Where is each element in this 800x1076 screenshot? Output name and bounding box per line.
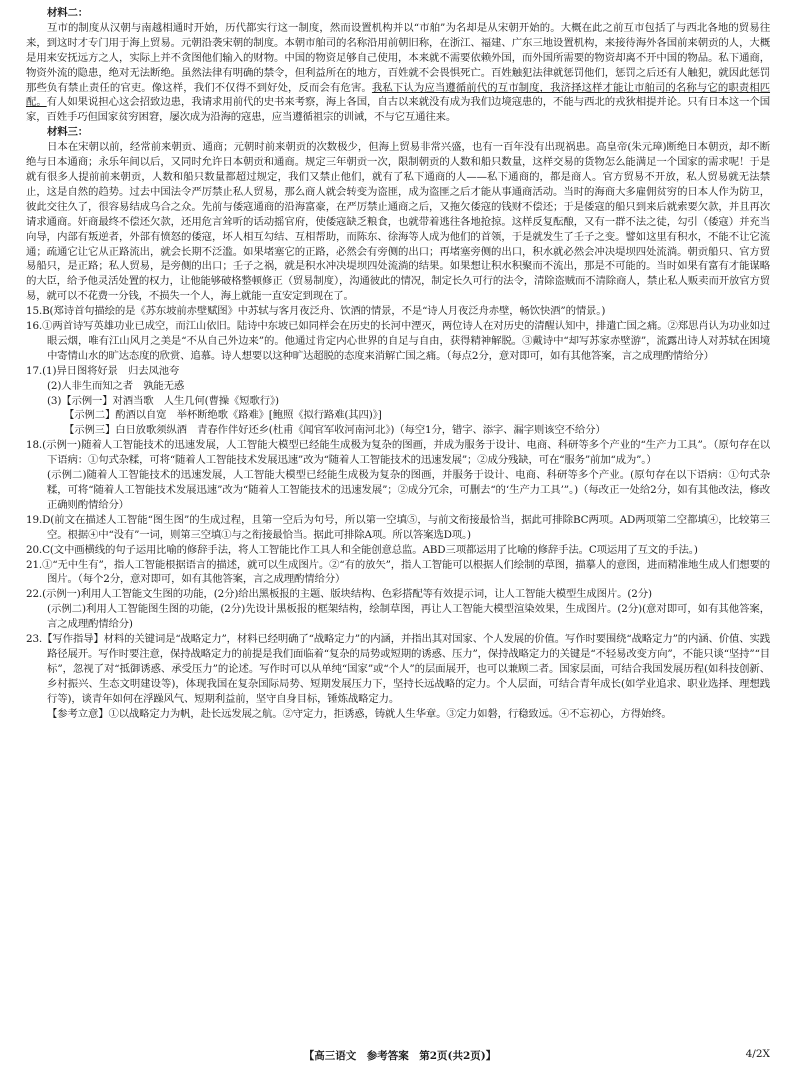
answer-21: 21.①“无中生有”，指人工智能根据语言的描述，就可以生成图片。②“有的放矢”，指人工智能可以根据人们绘制的草图，描摹人的意图，进而精准地生成人们想要的图片。（每个2分，意对即可，如有其他答案，言之成理酌情给分） [26, 558, 770, 586]
answer-17-part-2: (2)人非生而知之者 孰能无惑 [47, 379, 185, 392]
answer-22-example-2: (示例二)利用人工智能图生图的功能，(2分)先设计黑板报的框架结构，绘制草图，再让人工智能大模型渲染效果，生成图片。(2分)(意对即可，如有其他答案，言之成理酌情给分) [47, 603, 770, 631]
material-3-paragraph: 日本在宋朝以前，经常前来朝贡、通商；元朝时前来朝贡的次数极少，但海上贸易非常兴盛，也有一百年没有出现祸患。高皇帝(朱元璋)断绝日本朝贡，却不断绝与日本通商；永乐年间以后，又同时允许日本朝贡和通商。规定三年朝贡一次，限制朝贡的人数和船只数量，这样交易的货物怎么能满足一个国家的需求呢！于是就有很多人提前前来朝贡，人数和船只数量都超过规定，我们又禁止他们，就有了私下通商的人——私下通商的，都是商人。官方贸易不开放，私人贸易就无法禁止，这是自然的趋势。过去中国法令严厉禁止私人贸易，那么商人就会转变为盗匪，成为盗匪之后才能从事通商活动。当时的海商大多雇佣贫穷的日本人作为防卫，彼此交往久了，很容易结成乌合之众。先前与倭寇通商的沿海富豪，在严厉禁止通商之后，又拖欠倭寇的钱财不偿还；于是倭寇的船只到来后就索要欠款，并且再次请求通商。奸商最终不偿还欠款，还用危言耸听的话动摇官府，使倭寇缺乏粮食，也就带着逃往各地抢掠。这样反复酝酿，又有一群不法之徒，勾引（倭寇）并充当向导，内部有叛逆者，外部有愤怒的倭寇，坏人相互勾结、互相帮助，而陈东、徐海等人成为他们的首领，于是就发生了壬子之变。譬如这里有积水，不能不让它流通；疏通它让它从正路流出，就会长期不泛滥。如果堵塞它的正路，必然会有旁侧的出口；再堵塞旁侧的出口，积水就必然会冲决堤坝四处流淌。朝贡船只、官方贸易船只，是正路；私人贸易，是旁侧的出口；壬子之祸，就是积水冲决堤坝四处流淌的结果。如果想让积水积聚而不流出，那是不可能的。当时如果有富有才能谋略的大臣，给予他灵活处置的权力，让他能够破格整顿修正（贸易制度），沟通彼此的情况，制定长久可行的法令，清除盗贼而不清除商人，禁止私人贩卖而开放官方贸易，就可以不花费一分钱，不损失一个人，海上就能一直安定到现在了。 [26, 141, 770, 303]
answer-23-reference-themes: 【参考立意】①以战略定力为帆，赴长远发展之航。②守定力，拒诱惑，铸就人生华章。③定力如磐，行稳致远。④不忘初心，方得始终。 [47, 707, 672, 720]
answer-17-example-3: 【示例三】白日放歌须纵酒 青春作伴好还乡(杜甫《闻官军收河南河北》)（每空1分，错字、添字、漏字则该空不给分） [64, 424, 606, 437]
page-code: 4/2X [745, 1048, 770, 1060]
answer-20: 20.C(文中画横线的句子运用比喻的修辞手法，将人工智能比作工具人和全能创意总监。ABD三项都运用了比喻的修辞手法。C项运用了互文的手法。) [26, 543, 698, 556]
material-2-text-end: 有人如果说担心这会招致边患，我请求用前代的史书来考察，海上各国，自古以来就没有成为我们边境寇患的，不能与西北的戎狄相提并论。只有日本这一个国家，百姓手巧但国家贫穷困窘，屡次成为沿海的寇患，应当遵循祖宗的训诫，不与它互通往来。 [26, 96, 770, 124]
material-2-text: 互市的制度从汉朝与南越相通时开始，历代都实行这一制度，然而设置机构并以“市舶”为名却是从宋朝开始的。大概在此之前互市包括了与西北各地的贸易往来，到这时才专门用于海上贸易。元朝沿袭宋朝的制度。本朝市舶司的名称沿用前朝旧称，在浙江、福建、广东三地设置机构，来接待海外各国前来朝贡的人，大概是用来安抚远方之人，实际上并不贪图他们输入的财物。中国的物资足够自己使用，本来就不需要依赖外国，而外国所需要的物资却离不开中国的物品。私下通商，物资外流的隐患，绝对无法断绝。虽然法律有明确的禁令，但利益所在的地方，百姓就不会畏惧死亡。百姓触犯法律就惩罚他们，惩罚之后还有人触犯，就因此惩罚那些负有禁止责任的官吏。像这样，我们不仅得不到好处，反而会有危害。 [26, 21, 770, 94]
answer-22-example-1: 22.(示例一)利用人工智能文生图的功能，(2分)给出黑板报的主题、版块结构、色彩搭配等有效提示词，让人工智能大模型生成图片。(2分) [26, 588, 652, 601]
page-footer: 【高三语文 参考答案 第2页(共2页)】 [303, 1050, 497, 1062]
material-2-underlined-sentence: 我私下认为应当遵循前代的互市制度，我济择这样才能让市舶司的名称与它的职责相匹配。 [26, 81, 771, 109]
material-2-title: 材料二： [47, 7, 88, 19]
material-2-paragraph [26, 21, 770, 125]
answer-18-example-2: (示例二)随着人工智能技术的迅速发展，人工智能大模型已经能生成极为复杂的图画，并服务于设计、电商、科研等多个产业。(原句存在以下语病：①句式杂糅，可将“随着人工智能技术发展迅速”改为“随着人工智能技术的迅速发展”；②成分冗余，可删去“的‘生产力工具’”。)（每改正一处给2分，如有其他改法，修改正确则酌情给分） [47, 469, 770, 511]
material-3-title: 材料三： [47, 126, 88, 139]
answer-17-part-1: 17.(1)异日图将好景 归去凤池夸 [26, 364, 180, 377]
answer-17-example-2: 【示例二】酌酒以自宽 举杯断绝歌《路难》[鲍照《拟行路难(其四)》] [64, 409, 382, 422]
answer-18-example-1: 18.(示例一)随着人工智能技术的迅速发展，人工智能大模型已经能生成极为复杂的图画，并成为服务于设计、电商、科研等多个产业的“生产力工具”。（原句存在以下语病：①句式杂糅，可将“随着人工智能技术发展迅速”改为“随着人工智能技术的迅速发展”；②成分残缺，可在“服务”前加“成为”。） [26, 439, 770, 467]
answer-15: 15.B(郑诗首句描绘的是《苏东坡前赤壁赋图》中苏轼与客月夜泛舟、饮酒的情景，不是“诗人月夜泛舟赤壁，畅饮快酒”的情景。) [26, 305, 606, 318]
answer-16: 16.①两首诗写英雄功业已成空，而江山依旧。陆诗中东坡已如同样会在历史的长河中湮灭，两位诗人在对历史的清醒认知中，排遣亡国之痛。②郑思肖认为功业如过眼云烟，唯有江山风月之美是“不从自己外边来”的。他通过肯定内心世界的自足与自由，获得精神解脱。③戴诗中“却写苏家赤壁游”，流露出诗人对苏轼在困境中寄情山水的旷达态度的欣赏、追慕。诗人想要以这种旷达超脱的态度来消解亡国之痛。（每点2分，意对即可，如有其他答案，言之成理酌情给分） [26, 320, 770, 362]
answer-19: 19.D(前文在描述人工智能“图生图”的生成过程，且第一空后为句号，所以第一空填⑤，与前文衔接最恰当，据此可排除BC两项。AD两项第二空都填④，比较第三空。根据④中“没有”一词，则第三空填①与之衔接最恰当。据此可排除A项。所以答案选D项。) [26, 513, 770, 541]
answer-17-part-3: (3)【示例一】对酒当歌 人生几何(曹操《短歌行》) [47, 394, 279, 407]
page-content [26, 6, 770, 722]
answer-23-writing-guide: 23.【写作指导】材料的关键词是“战略定力”，材料已经明确了“战略定力”的内涵，并指出其对国家、个人发展的价值。写作时要围绕“战略定力”的内涵、价值、实践路径展开。写作时要注意，保持战略定力的前提是我们面临着“复杂的局势或短期的诱惑、压力”，保持战略定力的关键是“不轻易改变方向”，不能只谈“坚持”“目标”，忽视了对“抵御诱惑、承受压力”的论述。写作时可以从单纯“国家”或“个人”的层面展开，也可以兼顾二者。国家层面，可结合我国发展历程(如科技创新、乡村振兴、生态文明建设等)，体现我国在复杂国际局势、短期发展压力下，坚持长远战略的定力。个人层面，可结合青年成长(如学业追求、职业选择、理想践行等)，谈青年如何在浮躁风气、短期利益前，坚守自身目标，锤炼战略定力。 [26, 633, 770, 705]
